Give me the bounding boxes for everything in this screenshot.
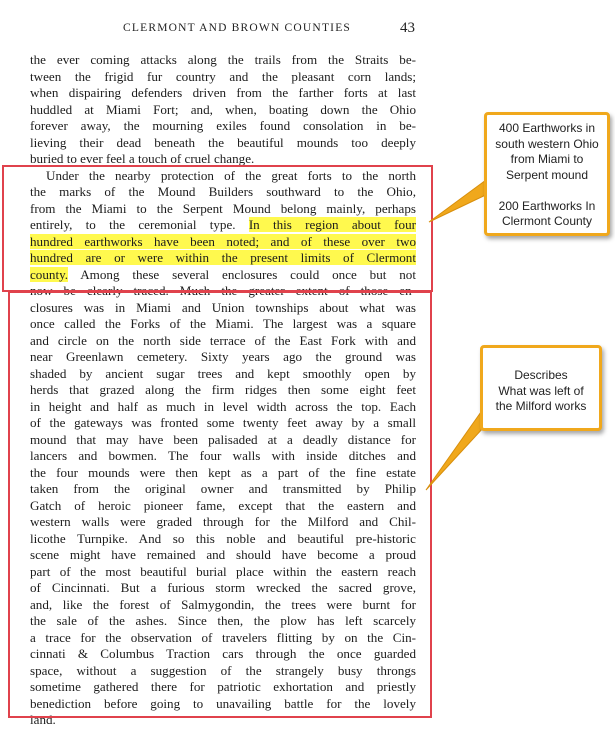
text-line: space, without a suggestion of the strangely busy throngs [30, 662, 416, 678]
connector-earthworks [429, 180, 492, 222]
callout-text: Serpent mound [505, 167, 589, 182]
callout-text: from Miami to [510, 152, 584, 166]
callout-earthworks [484, 112, 610, 236]
text-line: of Cincinnati. But a furious storm wrecked the sacred grove, [30, 580, 416, 595]
highlighted-text: In this region about four [248, 217, 416, 232]
text-line: licothe Turnpike. And so this noble and beautiful pre-historic [30, 530, 416, 546]
text-line: closures was in Miami and Union townships about what was [30, 299, 416, 315]
text-line: now be clearly traced. Much the greater extent of those en- [30, 283, 416, 298]
callout-text: the Milford works [495, 399, 587, 413]
text-line: the four mounds were then kept as a part of the fine estate [30, 464, 416, 480]
text-line: land. [30, 712, 56, 727]
text-line: taken from the original owner and transmitted by Philip [30, 481, 416, 496]
text-line: buried to ever feel a touch of cruel change. [30, 151, 255, 166]
text-line: and, like the forest of Salmygondin, the trees were burnt for [30, 596, 416, 612]
plain-text: entirely, to the ceremonial type. [30, 217, 236, 232]
callout-text: 400 Earthworks in [498, 121, 596, 135]
callout-text: south western Ohio [495, 136, 599, 151]
page-number: 43 [400, 20, 415, 36]
callout-text: What was left of [498, 383, 584, 398]
text-line: a trace for the observation of travelers flitting by on the Cin- [30, 629, 416, 645]
text-line: the marks of the Mound Builders southward to the Ohio, [30, 184, 416, 199]
text-line: the ever coming attacks along the trails from the Straits be- [30, 52, 416, 67]
text-line: sometime gathered there for patriotic exhortation and priestly [30, 679, 416, 694]
text-line: tween the frigid fur country and the pleasant corn lands; [30, 68, 416, 84]
text-line: in height and half as much in level width across the top. Each [30, 398, 416, 414]
highlighted-text: hundred are or were within the present limits of Clermont [30, 250, 416, 265]
callout-text: Clermont County [501, 214, 593, 228]
text-line: scene might have remained and should have become a proud [30, 547, 416, 562]
text-line: once called the Forks of the Miami. The largest was a square [30, 316, 416, 331]
text-line: and circle on the north side terrace of the East Fork with and [30, 332, 416, 348]
plain-text: Among these several enclosures could once but not [80, 266, 416, 282]
text-line: when dispairing defenders driven from the farther forts at last [30, 85, 416, 100]
text-line: benediction before going to unavailing battle for the lovely [30, 695, 416, 711]
text-line: mound that may have been palisaded at a deadly distance for [30, 431, 416, 447]
highlighted-text: county. [30, 266, 69, 282]
running-head: CLERMONT AND BROWN COUNTIES [123, 22, 352, 34]
callout-milford [480, 345, 602, 431]
text-line: lancers and bowmen. The four walls with inside ditches and [30, 448, 416, 463]
highlighted-text: hundred earthworks have been noted; and of these over two [30, 233, 416, 249]
text-line: forever away, the mourning exiles found consolation in be- [30, 118, 416, 133]
text-line: cinnati & Columbus Traction cars through the once guarded [30, 646, 416, 661]
text-line: Under the nearby protection of the great forts to the north [46, 167, 416, 183]
text-line: western walls were graded through for the Milford and Chil- [30, 514, 416, 529]
callout-text: Describes [514, 368, 568, 382]
text-line: from the Miami to the Serpent Mound belong mainly, perhaps [30, 200, 416, 216]
text-line: lieving their dead beneath the beautiful mounds too deeply [30, 134, 416, 150]
text-line: part of the most beautiful burial place within the eastern reach [30, 563, 416, 579]
callout-spacer [487, 183, 607, 199]
text-line: Gatch of heroic pioneer fame, except that the eastern and [30, 497, 416, 513]
text-line: the sale of the ashes. Since then, the plow has left scarcely [30, 613, 416, 628]
text-line: near Greenlawn cemetery. Sixty years ago the ground was [30, 349, 416, 364]
text-line: herds that grazed along the firm ridges then some eight feet [30, 382, 416, 397]
callout-text: 200 Earthworks In [498, 198, 596, 213]
text-line: of the gateways was fronted some twenty feet away by a small [30, 415, 416, 430]
text-line: huddled at Miami Fort; and, when, boating down the Ohio [30, 101, 416, 117]
text-line: shaded by ancient sugar trees and kept smoothly open by [30, 365, 416, 381]
